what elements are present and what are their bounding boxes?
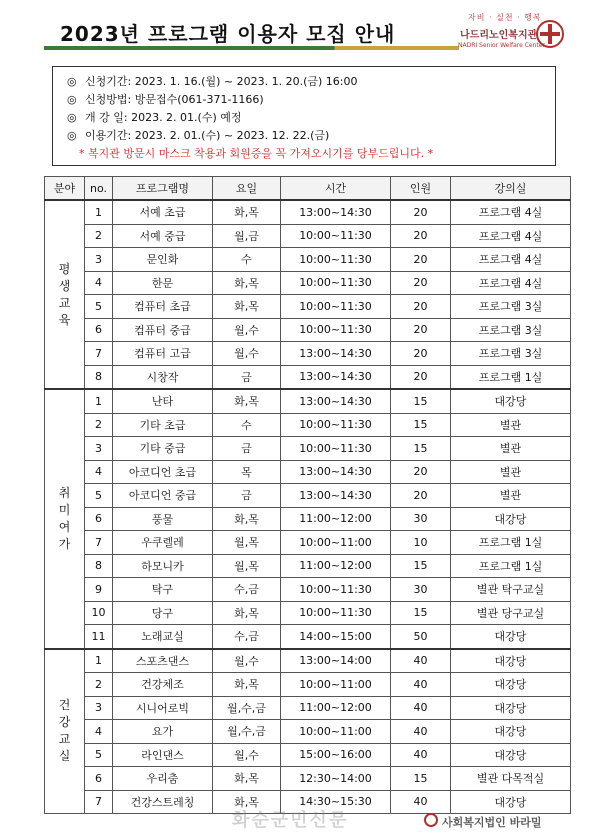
cell-days: 화,목 — [213, 601, 281, 625]
cell-no: 3 — [85, 437, 113, 461]
cell-no: 7 — [85, 531, 113, 555]
cell-program: 건강체조 — [113, 673, 213, 697]
page-header — [0, 0, 612, 62]
cell-no: 10 — [85, 601, 113, 625]
category-char: 강 — [58, 715, 71, 730]
cell-no: 4 — [85, 460, 113, 484]
info-apply-method: ◎ 신청방법: 방문접수(061-371-1166) — [67, 91, 555, 109]
cell-program: 당구 — [113, 601, 213, 625]
header-no: no. — [85, 177, 113, 201]
cell-days: 월,수 — [213, 318, 281, 342]
header-room: 강의실 — [451, 177, 571, 201]
cell-no: 2 — [85, 224, 113, 248]
cell-program: 우리춤 — [113, 767, 213, 791]
cell-time: 10:00~11:30 — [281, 578, 391, 602]
cell-time: 13:00~14:30 — [281, 200, 391, 224]
cell-days: 월,금 — [213, 224, 281, 248]
cell-program: 문인화 — [113, 248, 213, 272]
table-row — [45, 673, 571, 697]
bullet-icon: ◎ — [67, 75, 77, 88]
cell-time: 10:00~11:30 — [281, 248, 391, 272]
newspaper-watermark: 화순군민신문 — [232, 810, 349, 831]
cell-days: 화,목 — [213, 271, 281, 295]
cell-program: 아코디언 초급 — [113, 460, 213, 484]
page-title: 2023년 프로그램 이용자 모집 안내 — [60, 22, 396, 46]
table-row — [45, 507, 571, 531]
cell-program: 서예 중급 — [113, 224, 213, 248]
cell-capacity: 40 — [391, 790, 451, 814]
cell-room: 별관 — [451, 413, 571, 437]
cell-capacity: 40 — [391, 696, 451, 720]
logo-tagline: 자비 · 실천 · 행복 — [468, 13, 542, 22]
cell-time: 10:00~11:30 — [281, 437, 391, 461]
cell-program: 컴퓨터 중급 — [113, 318, 213, 342]
cell-capacity: 15 — [391, 389, 451, 413]
cell-time: 12:30~14:00 — [281, 767, 391, 791]
cell-program: 우쿠렐레 — [113, 531, 213, 555]
logo-english-name: NADRI Senior Welfare Center — [458, 42, 545, 49]
cell-no: 6 — [85, 507, 113, 531]
cell-no: 3 — [85, 696, 113, 720]
cell-room: 별관 당구교실 — [451, 601, 571, 625]
table-row — [45, 554, 571, 578]
table-row — [45, 248, 571, 272]
cell-no: 5 — [85, 484, 113, 508]
cell-program: 기타 중급 — [113, 437, 213, 461]
cell-capacity: 15 — [391, 767, 451, 791]
cell-no: 1 — [85, 649, 113, 673]
cell-program: 시니어로빅 — [113, 696, 213, 720]
table-row — [45, 767, 571, 791]
foundation-logo-icon — [424, 813, 438, 827]
cell-capacity: 15 — [391, 413, 451, 437]
cell-program: 시창작 — [113, 365, 213, 389]
cell-room: 프로그램 4실 — [451, 248, 571, 272]
cell-time: 10:00~11:30 — [281, 413, 391, 437]
table-row — [45, 531, 571, 555]
cell-room: 별관 — [451, 484, 571, 508]
table-row — [45, 743, 571, 767]
cell-room: 대강당 — [451, 673, 571, 697]
cell-days: 수,금 — [213, 578, 281, 602]
cell-no: 7 — [85, 790, 113, 814]
category-char: 여 — [58, 519, 71, 534]
cell-capacity: 30 — [391, 578, 451, 602]
category-char: 교 — [58, 295, 71, 310]
cell-program: 요가 — [113, 720, 213, 744]
cell-days: 월,수 — [213, 649, 281, 673]
cell-room: 대강당 — [451, 389, 571, 413]
cell-time: 13:00~14:30 — [281, 460, 391, 484]
table-row — [45, 413, 571, 437]
logo-name: 나드리노인복지관 — [460, 30, 538, 41]
cell-days: 월,목 — [213, 531, 281, 555]
cell-days: 금 — [213, 437, 281, 461]
cell-program: 한문 — [113, 271, 213, 295]
cell-time: 13:00~14:30 — [281, 342, 391, 366]
cell-room: 대강당 — [451, 696, 571, 720]
header-row — [45, 177, 571, 201]
cell-days: 금 — [213, 484, 281, 508]
cell-program: 컴퓨터 초급 — [113, 295, 213, 319]
table-row — [45, 696, 571, 720]
cell-days: 화,목 — [213, 673, 281, 697]
cell-no: 5 — [85, 743, 113, 767]
header-time: 시간 — [281, 177, 391, 201]
table-row — [45, 484, 571, 508]
table-row — [45, 295, 571, 319]
cell-no: 11 — [85, 625, 113, 649]
category-char: 실 — [58, 749, 71, 764]
cell-time: 14:00~15:00 — [281, 625, 391, 649]
cell-days: 수 — [213, 248, 281, 272]
bullet-icon: ◎ — [67, 111, 77, 124]
cell-program: 컴퓨터 고급 — [113, 342, 213, 366]
cell-room: 프로그램 1실 — [451, 365, 571, 389]
cell-time: 10:00~11:30 — [281, 318, 391, 342]
cell-room: 대강당 — [451, 720, 571, 744]
category-char: 평 — [58, 261, 71, 276]
cell-days: 월,수 — [213, 342, 281, 366]
cell-time: 10:00~11:30 — [281, 224, 391, 248]
cell-room: 프로그램 3실 — [451, 318, 571, 342]
cell-capacity: 40 — [391, 673, 451, 697]
table-row — [45, 649, 571, 673]
table-row — [45, 224, 571, 248]
cell-days: 금 — [213, 365, 281, 389]
category-char: 취 — [58, 485, 71, 500]
bullet-icon: ◎ — [67, 93, 77, 106]
category-cell — [45, 649, 85, 814]
cell-capacity: 50 — [391, 625, 451, 649]
cell-room: 별관 — [451, 460, 571, 484]
cell-room: 프로그램 1실 — [451, 554, 571, 578]
category-group — [45, 200, 571, 389]
cell-room: 프로그램 4실 — [451, 271, 571, 295]
cell-no: 1 — [85, 389, 113, 413]
cell-no: 7 — [85, 342, 113, 366]
table-row — [45, 720, 571, 744]
cell-capacity: 20 — [391, 318, 451, 342]
table-row — [45, 460, 571, 484]
cell-room: 별관 다목적실 — [451, 767, 571, 791]
cell-room: 대강당 — [451, 649, 571, 673]
cell-no: 6 — [85, 767, 113, 791]
table-row — [45, 437, 571, 461]
category-char: 가 — [58, 536, 71, 551]
cell-time: 10:00~11:00 — [281, 673, 391, 697]
cell-program: 서예 초급 — [113, 200, 213, 224]
cell-room: 대강당 — [451, 507, 571, 531]
cell-room: 대강당 — [451, 625, 571, 649]
cell-program: 건강스트레칭 — [113, 790, 213, 814]
category-cell — [45, 200, 85, 389]
cell-no: 3 — [85, 248, 113, 272]
cell-time: 13:00~14:30 — [281, 365, 391, 389]
cell-no: 2 — [85, 413, 113, 437]
table-row — [45, 601, 571, 625]
cell-program: 스포츠댄스 — [113, 649, 213, 673]
cell-room: 프로그램 1실 — [451, 531, 571, 555]
cell-no: 4 — [85, 720, 113, 744]
table-row — [45, 271, 571, 295]
cell-time: 13:00~14:30 — [281, 389, 391, 413]
table-row — [45, 342, 571, 366]
cell-capacity: 20 — [391, 200, 451, 224]
cell-program: 노래교실 — [113, 625, 213, 649]
cell-room: 별관 — [451, 437, 571, 461]
category-cell — [45, 389, 85, 649]
category-char: 교 — [58, 732, 71, 747]
info-box — [52, 66, 556, 166]
cell-no: 1 — [85, 200, 113, 224]
cell-days: 월,수,금 — [213, 720, 281, 744]
cell-program: 기타 초급 — [113, 413, 213, 437]
cell-time: 10:00~11:00 — [281, 720, 391, 744]
cell-days: 화,목 — [213, 295, 281, 319]
cell-days: 수 — [213, 413, 281, 437]
table-row — [45, 389, 571, 413]
cell-room: 프로그램 4실 — [451, 200, 571, 224]
cell-capacity: 20 — [391, 295, 451, 319]
cell-days: 목 — [213, 460, 281, 484]
cell-days: 화,목 — [213, 507, 281, 531]
cell-no: 4 — [85, 271, 113, 295]
header-capacity: 인원 — [391, 177, 451, 201]
cell-capacity: 15 — [391, 437, 451, 461]
cell-time: 11:00~12:00 — [281, 507, 391, 531]
cell-no: 9 — [85, 578, 113, 602]
table-row — [45, 578, 571, 602]
table-row — [45, 365, 571, 389]
cell-program: 풍물 — [113, 507, 213, 531]
cell-no: 8 — [85, 365, 113, 389]
cell-time: 10:00~11:30 — [281, 271, 391, 295]
category-char: 미 — [58, 502, 71, 517]
cell-capacity: 20 — [391, 484, 451, 508]
cell-time: 13:00~14:00 — [281, 649, 391, 673]
cell-time: 15:00~16:00 — [281, 743, 391, 767]
cell-capacity: 15 — [391, 554, 451, 578]
cell-capacity: 40 — [391, 743, 451, 767]
cell-time: 10:00~11:00 — [281, 531, 391, 555]
cell-capacity: 15 — [391, 601, 451, 625]
cell-room: 대강당 — [451, 790, 571, 814]
cell-room: 프로그램 3실 — [451, 342, 571, 366]
cell-days: 월,목 — [213, 554, 281, 578]
cell-program: 라인댄스 — [113, 743, 213, 767]
cell-room: 프로그램 3실 — [451, 295, 571, 319]
table-row — [45, 625, 571, 649]
info-use-period: ◎ 이용기간: 2023. 2. 01.(수) ~ 2023. 12. 22.(금) — [67, 127, 555, 145]
welfare-center-logo-icon — [536, 20, 564, 48]
cell-days: 화,목 — [213, 389, 281, 413]
bullet-icon: ◎ — [67, 129, 77, 142]
category-char: 생 — [58, 278, 71, 293]
cell-program: 난타 — [113, 389, 213, 413]
cell-room: 별관 탁구교실 — [451, 578, 571, 602]
cell-program: 탁구 — [113, 578, 213, 602]
cell-capacity: 20 — [391, 224, 451, 248]
cell-days: 월,수 — [213, 743, 281, 767]
cell-no: 6 — [85, 318, 113, 342]
category-group — [45, 389, 571, 649]
info-apply-period: ◎ 신청기간: 2023. 1. 16.(월) ~ 2023. 1. 20.(금) 16:00 — [67, 73, 555, 91]
cell-days: 월,수,금 — [213, 696, 281, 720]
cell-time: 10:00~11:30 — [281, 295, 391, 319]
cell-capacity: 30 — [391, 507, 451, 531]
cell-time: 11:00~12:00 — [281, 696, 391, 720]
header-days: 요일 — [213, 177, 281, 201]
cell-capacity: 20 — [391, 460, 451, 484]
cell-no: 8 — [85, 554, 113, 578]
table-header — [45, 177, 571, 201]
program-table — [44, 176, 571, 814]
cell-capacity: 20 — [391, 365, 451, 389]
title-underline — [44, 46, 459, 50]
table-row — [45, 318, 571, 342]
cell-room: 대강당 — [451, 743, 571, 767]
cell-time: 10:00~11:30 — [281, 601, 391, 625]
cell-capacity: 40 — [391, 720, 451, 744]
cell-capacity: 10 — [391, 531, 451, 555]
cell-capacity: 20 — [391, 342, 451, 366]
cell-days: 수,금 — [213, 625, 281, 649]
cell-capacity: 20 — [391, 271, 451, 295]
header-program: 프로그램명 — [113, 177, 213, 201]
cell-capacity: 20 — [391, 248, 451, 272]
table-row — [45, 200, 571, 224]
cell-time: 13:00~14:30 — [281, 484, 391, 508]
cell-capacity: 40 — [391, 649, 451, 673]
cell-program: 하모니카 — [113, 554, 213, 578]
info-start-date: ◎ 개 강 일: 2023. 2. 01.(수) 예정 — [67, 109, 555, 127]
cell-time: 14:30~15:30 — [281, 790, 391, 814]
cell-days: 화,목 — [213, 767, 281, 791]
cell-program: 아코디언 중급 — [113, 484, 213, 508]
category-char: 건 — [58, 698, 71, 713]
cell-no: 5 — [85, 295, 113, 319]
category-char: 육 — [58, 312, 71, 327]
cell-room: 프로그램 4실 — [451, 224, 571, 248]
category-group — [45, 649, 571, 814]
cell-time: 11:00~12:00 — [281, 554, 391, 578]
cell-days: 화,목 — [213, 200, 281, 224]
foundation-name: 사회복지법인 바라밀 — [442, 816, 542, 829]
cell-days: 화,목 — [213, 790, 281, 814]
cell-no: 2 — [85, 673, 113, 697]
mask-notice: * 복지관 방문시 마스크 착용과 회원증을 꼭 가져오시기를 당부드립니다. * — [79, 147, 434, 160]
header-category: 분야 — [45, 177, 85, 201]
